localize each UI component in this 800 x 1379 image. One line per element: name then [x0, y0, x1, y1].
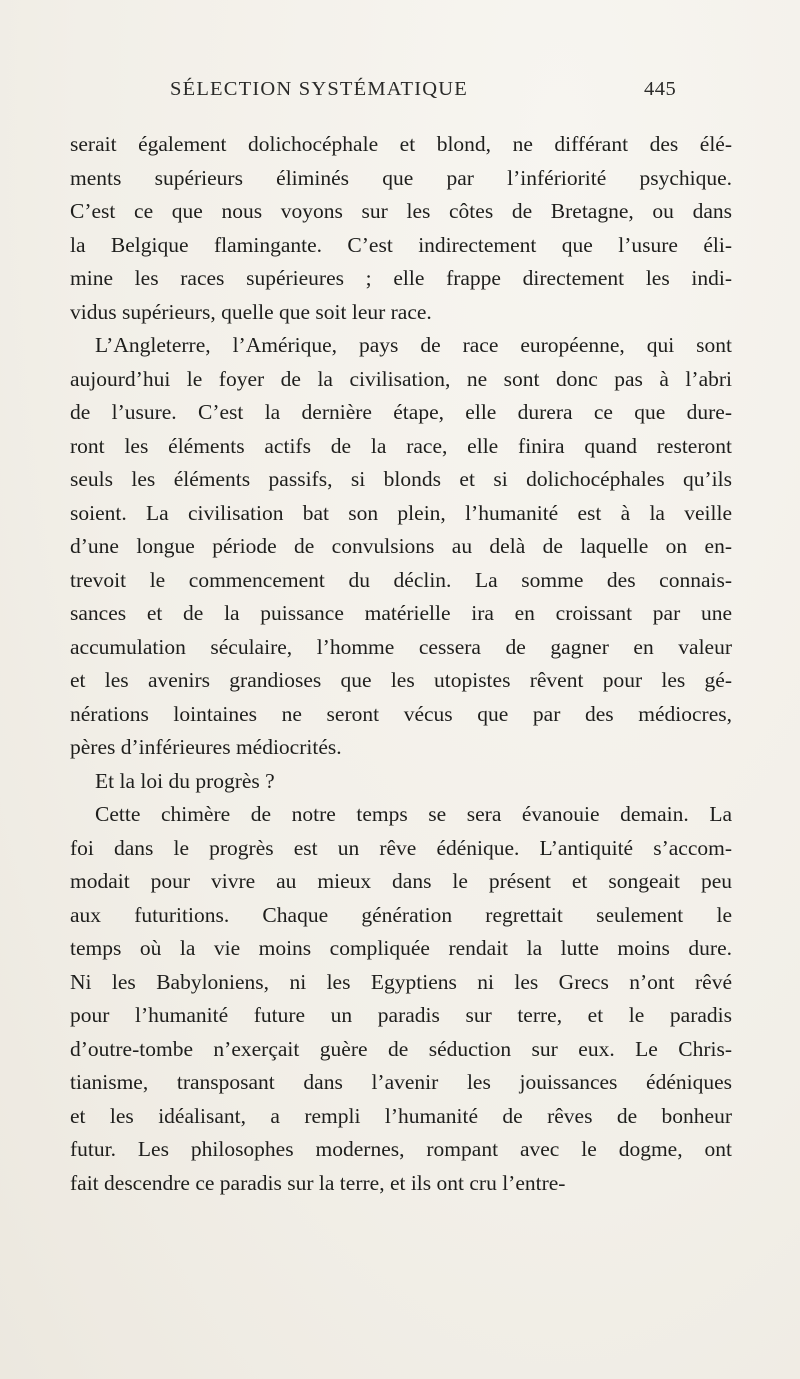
- text-line: soient. La civilisation bat son plein, l’humanité est à la veille: [70, 500, 732, 525]
- text-line: nérations lointaines ne seront vécus que par des médiocres,: [70, 701, 732, 726]
- text-line: trevoit le commencement du déclin. La somme des connais-: [70, 567, 732, 592]
- text-line: d’une longue période de convulsions au delà de laquelle on en-: [70, 534, 732, 558]
- text-line: fait descendre ce paradis sur la terre, et ils ont cru l’entre-: [70, 1170, 566, 1195]
- paragraph: [70, 329, 732, 765]
- text-line: L’Angleterre, l’Amérique, pays de race européenne, qui sont: [95, 333, 732, 357]
- text-line: ments supérieurs éliminés que par l’infériorité psychique.: [70, 165, 732, 190]
- text-line: Et la loi du progrès ?: [95, 768, 275, 793]
- running-title: SÉLECTION SYSTÉMATIQUE: [170, 78, 469, 100]
- text-line: et les idéalisant, a rempli l’humanité de rêves de bonheur: [70, 1103, 732, 1128]
- text-line: vidus supérieurs, quelle que soit leur race.: [70, 299, 432, 324]
- text-line: pour l’humanité future un paradis sur terre, et le paradis: [70, 1003, 732, 1027]
- text-line: Cette chimère de notre temps se sera évanouie demain. La: [95, 802, 732, 826]
- text-line: la Belgique flamingante. C’est indirectement que l’usure éli-: [70, 232, 732, 257]
- page-header: [170, 78, 690, 108]
- text-line: futur. Les philosophes modernes, rompant avec le dogme, ont: [70, 1137, 732, 1161]
- page-number: 445: [644, 78, 677, 100]
- text-line: accumulation séculaire, l’homme cessera de gagner en valeur: [70, 634, 732, 659]
- text-line: d’outre-tombe n’exerçait guère de séduction sur eux. Le Chris-: [70, 1036, 732, 1061]
- paragraph: [70, 798, 732, 1200]
- text-line: aujourd’hui le foyer de la civilisation, ne sont donc pas à l’abri: [70, 366, 732, 391]
- text-line: foi dans le progrès est un rêve édénique. L’antiquité s’accom-: [70, 835, 732, 860]
- text-line: sances et de la puissance matérielle ira en croissant par une: [70, 601, 732, 625]
- text-line: et les avenirs grandioses que les utopistes rêvent pour les gé-: [70, 668, 732, 692]
- text-line: C’est ce que nous voyons sur les côtes de Bretagne, ou dans: [70, 199, 732, 223]
- text-line: temps où la vie moins compliquée rendait la lutte moins dure.: [70, 936, 732, 960]
- body-text: [70, 128, 732, 1200]
- text-line: tianisme, transposant dans l’avenir les jouissances édéniques: [70, 1070, 732, 1094]
- text-line: de l’usure. C’est la dernière étape, elle durera ce que dure-: [70, 400, 732, 424]
- paragraph: [70, 128, 732, 329]
- text-line: aux futuritions. Chaque génération regrettait seulement le: [70, 902, 732, 927]
- text-line: seuls les éléments passifs, si blonds et si dolichocéphales qu’ils: [70, 467, 732, 491]
- text-line: mine les races supérieures ; elle frappe directement les indi-: [70, 266, 732, 290]
- text-line: ront les éléments actifs de la race, elle finira quand resteront: [70, 433, 732, 458]
- text-line: pères d’inférieures médiocrités.: [70, 735, 342, 759]
- text-line: modait pour vivre au mieux dans le présent et songeait peu: [70, 869, 732, 893]
- text-line: serait également dolichocéphale et blond, ne différant des élé-: [70, 132, 732, 156]
- text-line: Ni les Babyloniens, ni les Egyptiens ni les Grecs n’ont rêvé: [70, 969, 732, 994]
- paragraph: [70, 765, 732, 799]
